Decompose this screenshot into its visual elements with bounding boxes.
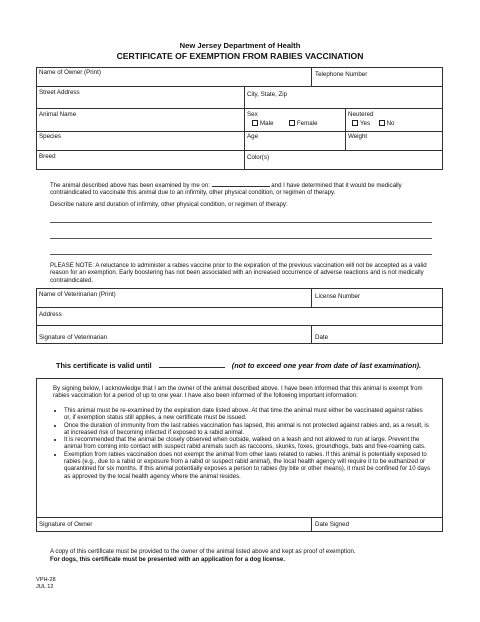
neutered-yes-label: Yes <box>360 120 371 127</box>
male-checkbox[interactable] <box>252 120 258 126</box>
neutered-no-label: No <box>386 120 395 127</box>
acknowledgement-bullets <box>53 407 431 480</box>
acknowledgement-intro: By signing below, I acknowledge that I am the owner of the animal described above. I have been informed that this animal is exempt from rabies vaccination for a period of up to one year. I have also been informed of the following important information: <box>53 385 423 400</box>
describe-line-3[interactable] <box>50 254 432 255</box>
bullet-reexamine: • This animal must be re-examined by the expiration date listed above. At that time the animal must either be vaccinated against rabies or, if exemption status still applies, a new certificate must be issued. <box>64 407 431 422</box>
street-address-field[interactable]: Street Address <box>39 89 80 96</box>
owner-animal-table <box>36 67 443 170</box>
colors-field[interactable]: Color(s) <box>247 154 270 161</box>
neutered-label: Neutered <box>348 111 374 118</box>
neutered-yes-checkbox[interactable] <box>352 120 358 126</box>
validity-statement: This certificate is valid until (not to exceed one year from date of last examination). <box>56 361 422 370</box>
describe-prompt: Describe nature and duration of infirmity, other physical condition, or regimen of therapy: <box>50 201 288 208</box>
valid-until-blank[interactable] <box>159 360 225 368</box>
male-label: Male <box>260 120 274 127</box>
weight-field[interactable]: Weight <box>348 133 368 140</box>
age-field[interactable]: Age <box>247 133 259 140</box>
please-note: PLEASE NOTE: A reluctance to administer a rabies vaccine prior to the expiration of the previous vaccination will not be accepted as a valid reason for an exemption. Early boostering has not been associated with an increased occurrence of adverse reactions and is not medically contraindicated. <box>50 262 427 284</box>
female-checkbox[interactable] <box>289 120 295 126</box>
owner-name-field[interactable]: Name of Owner (Print) <box>39 69 101 76</box>
bullet-exemption-laws: • Exemption from rabies vaccination does not exempt the animal from other laws related to rabies. If this animal is potentially exposed to rabies (e.g., due to a rabid or exposure from a rabid or suspect rabid animal), the local health agency will require it to be euthanized or quarantined for six months. If this animal potentially exposes a person to rabies (by bite or other means), it must be confined for 10 days as approved by the local health agency where the animal resides. <box>64 451 431 480</box>
copy-note: A copy of this certificate must be provided to the owner of the animal listed above and kept as proof of exemption. <box>50 548 356 555</box>
female-label: Female <box>296 120 318 127</box>
animal-name-field[interactable]: Animal Name <box>39 111 77 118</box>
city-state-zip-field[interactable]: City, State, Zip <box>247 91 288 98</box>
owner-signature-field[interactable]: Signature of Owner <box>39 521 93 528</box>
form-title: CERTIFICATE OF EXEMPTION FROM RABIES VACCINATION <box>116 51 364 61</box>
form-number: VPH-28 <box>36 577 56 583</box>
date-signed-field[interactable]: Date Signed <box>315 521 350 528</box>
exam-statement: The animal described above has been examined by me on: and I have determined that it would be medically contraindicated to vaccinate this animal due to an infirmity, other physical condition, or regimen of therapy. <box>50 182 402 197</box>
vet-address-field[interactable]: Address <box>39 311 62 318</box>
agency-name: New Jersey Department of Health <box>179 41 301 50</box>
vet-name-field[interactable]: Name of Veterinarian (Print) <box>39 291 116 298</box>
vet-signature-field[interactable]: Signature of Veterinarian <box>39 334 108 341</box>
vet-date-field[interactable]: Date <box>315 334 329 341</box>
bullet-observe: • It is recommended that the animal be closely observed when outside, walked on a leash and not allowed to run at large. Prevent the animal from coming into contact with suspect rabid animals such as raccoons, skunks, foxes, groundhogs, bats and free-roaming cats. <box>64 436 431 451</box>
form-date: JUL 12 <box>36 584 54 590</box>
telephone-field[interactable]: Telephone Number <box>315 71 368 78</box>
breed-field[interactable]: Breed <box>39 153 56 160</box>
dog-license-note: For dogs, this certificate must be presented with an application for a dog license. <box>50 556 285 563</box>
bullet-immunity: • Once the duration of immunity from the last rabies vaccination has lapsed, this animal is not protected against rabies and, as a result, is at increased risk of becoming infected if exposed to a rabid animal. <box>64 422 431 437</box>
describe-line-2[interactable] <box>50 238 432 239</box>
exam-date-blank[interactable] <box>212 180 270 187</box>
sex-options <box>252 120 318 127</box>
sex-label: Sex <box>247 111 258 118</box>
neutered-options <box>352 120 394 127</box>
neutered-no-checkbox[interactable] <box>379 120 385 126</box>
license-number-field[interactable]: License Number <box>315 293 361 300</box>
describe-line-1[interactable] <box>50 222 432 223</box>
species-field[interactable]: Species <box>39 133 62 140</box>
